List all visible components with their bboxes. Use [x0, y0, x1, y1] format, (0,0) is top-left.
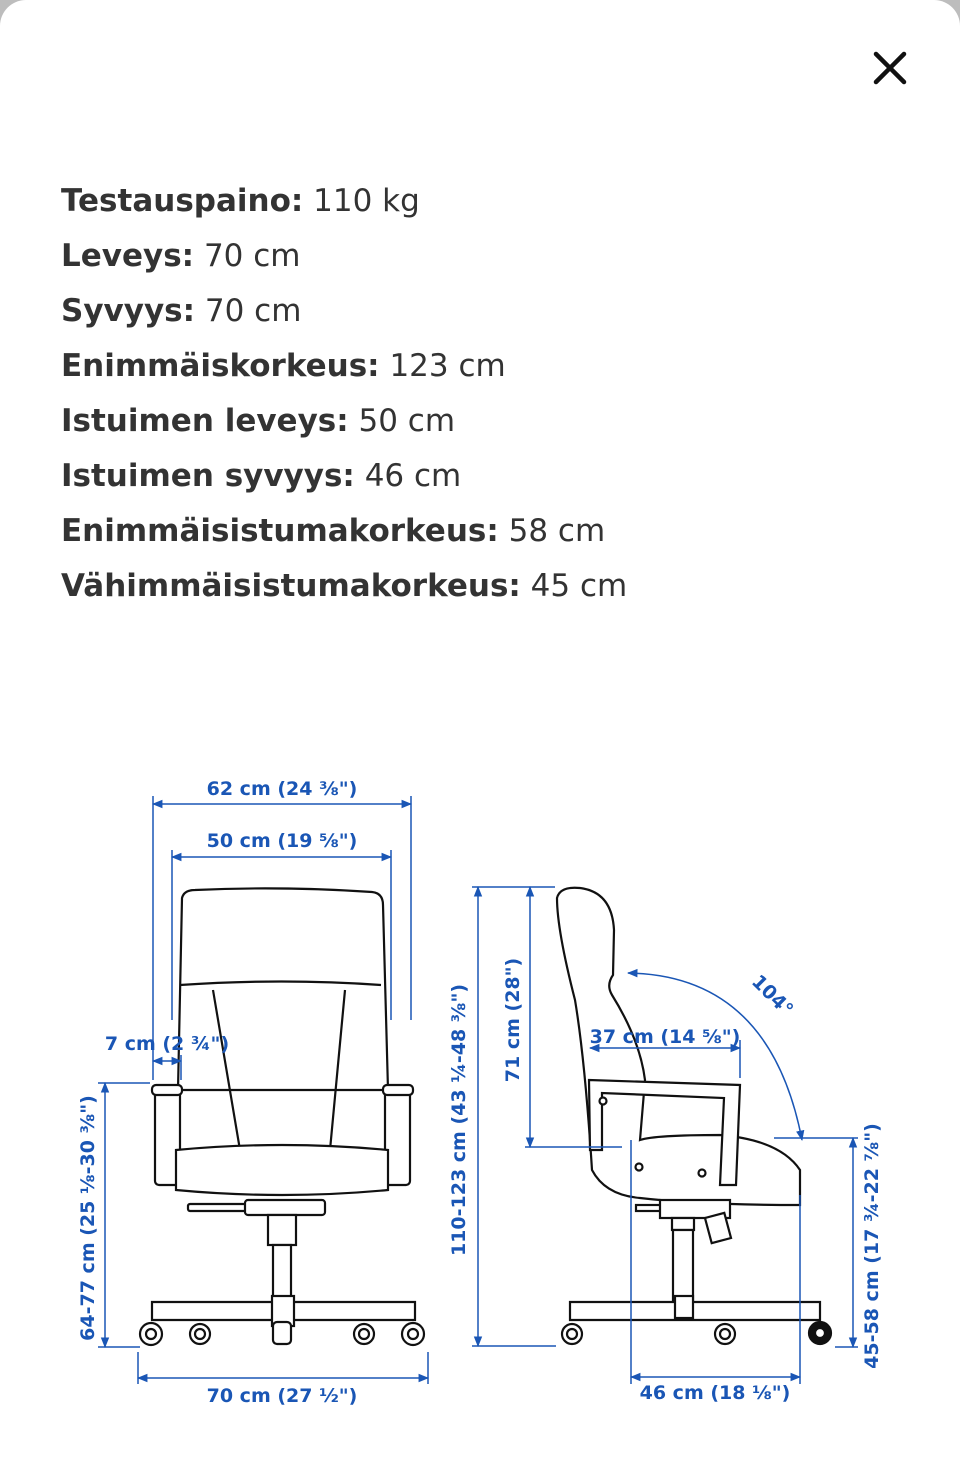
spec-item	[61, 339, 627, 394]
spec-item	[61, 284, 627, 339]
spec-value: 123 cm	[389, 348, 506, 384]
recline-angle-label: 104°	[747, 970, 798, 1021]
front-view-chair	[140, 888, 424, 1345]
seat-height-label: 45-58 cm (17 ¾-22 ⅞")	[861, 1123, 883, 1369]
seat-depth-label: 46 cm (18 ⅛")	[639, 1382, 791, 1404]
spec-item	[61, 559, 627, 614]
armrest-width-label: 7 cm (2 ¾")	[104, 1033, 230, 1055]
spec-value: 46 cm	[364, 458, 462, 494]
spec-item	[61, 229, 627, 284]
seat-width-label: 50 cm (19 ⅝")	[206, 830, 358, 852]
spec-label: Leveys:	[61, 238, 195, 274]
chair-dimension-diagram	[0, 760, 960, 1440]
armrest-depth-label: 37 cm (14 ⅝")	[589, 1026, 741, 1048]
close-icon	[866, 44, 914, 92]
back-height-label: 71 cm (28")	[502, 957, 524, 1083]
spec-label: Istuimen syvyys:	[61, 458, 355, 494]
spec-value: 45 cm	[530, 568, 628, 604]
spec-item	[61, 449, 627, 504]
spec-value: 70 cm	[204, 293, 302, 329]
spec-label: Syvyys:	[61, 293, 196, 329]
spec-item	[61, 504, 627, 559]
spec-value: 50 cm	[358, 403, 456, 439]
spec-item	[61, 394, 627, 449]
spec-item	[61, 174, 627, 229]
spec-list	[61, 174, 627, 614]
spec-value: 70 cm	[203, 238, 301, 274]
total-height-label: 110-123 cm (43 ¼-48 ⅜")	[448, 983, 470, 1257]
overall-width-label: 62 cm (24 ⅜")	[206, 778, 358, 800]
side-view-chair	[557, 888, 831, 1344]
close-button[interactable]	[866, 44, 914, 92]
spec-label: Enimmäiskorkeus:	[61, 348, 380, 384]
spec-value: 110 kg	[313, 183, 420, 219]
spec-label: Vähimmäisistumakorkeus:	[61, 568, 521, 604]
spec-label: Testauspaino:	[61, 183, 304, 219]
armrest-height-label: 64-77 cm (25 ⅛-30 ⅜")	[77, 1095, 99, 1341]
spec-label: Enimmäisistumakorkeus:	[61, 513, 499, 549]
base-width-label: 70 cm (27 ½")	[206, 1385, 358, 1407]
spec-label: Istuimen leveys:	[61, 403, 349, 439]
spec-value: 58 cm	[508, 513, 606, 549]
